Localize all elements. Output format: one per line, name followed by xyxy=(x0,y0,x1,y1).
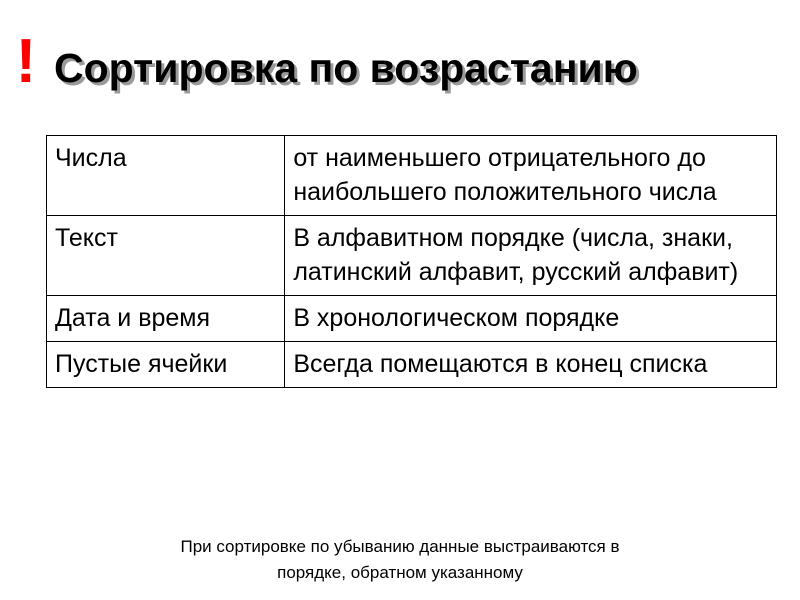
sort-order-cell: В алфавитном порядке (числа, знаки, латинский алфавит, русский алфавит) xyxy=(285,216,777,296)
exclamation-mark: ! xyxy=(15,27,37,96)
slide-title: Сортировка по возрастанию xyxy=(54,45,638,91)
data-type-cell: Числа xyxy=(47,136,285,216)
sorting-rules-table xyxy=(46,135,777,388)
descending-sort-note xyxy=(100,534,700,586)
table-row xyxy=(47,296,777,342)
data-type-cell: Дата и время xyxy=(47,296,285,342)
note-line: порядке, обратном указанному xyxy=(277,563,523,582)
data-type-cell: Пустые ячейки xyxy=(47,342,285,388)
table-row xyxy=(47,216,777,296)
note-line: При сортировке по убыванию данные выстраиваются в xyxy=(180,537,620,556)
table-row xyxy=(47,342,777,388)
sort-order-cell: от наименьшего отрицательного до наибольшего положительного числа xyxy=(285,136,777,216)
table-row xyxy=(47,136,777,216)
sort-order-cell: Всегда помещаются в конец списка xyxy=(285,342,777,388)
data-type-cell: Текст xyxy=(47,216,285,296)
sort-order-cell: В хронологическом порядке xyxy=(285,296,777,342)
